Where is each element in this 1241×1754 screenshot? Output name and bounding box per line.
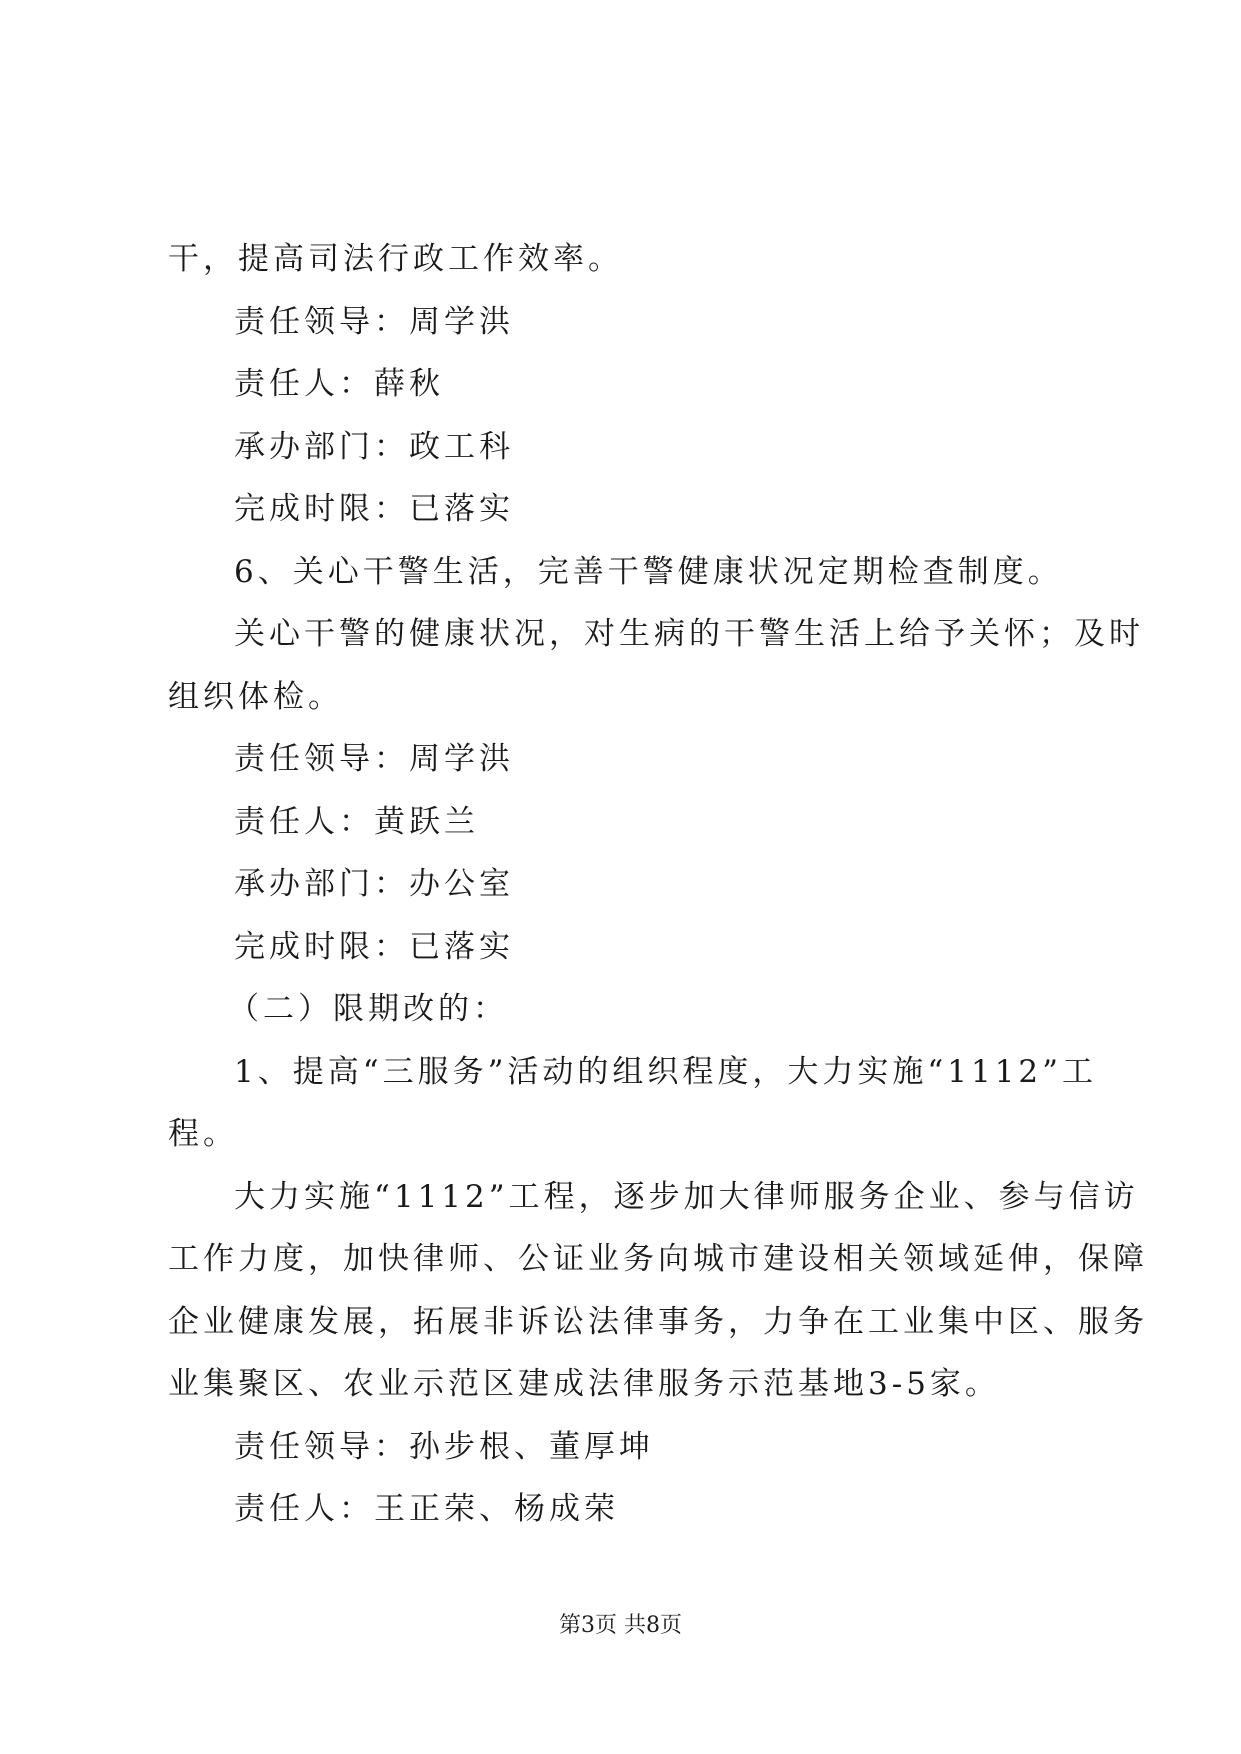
department-line: 承办部门：办公室 bbox=[234, 866, 514, 902]
paragraph-line: 工作力度，加快律师、公证业务向城市建设相关领域延伸，保障 bbox=[168, 1241, 1148, 1277]
responsible-person-line: 责任人：黄跃兰 bbox=[234, 803, 479, 840]
paragraph-line: 大力实施“1112”工程，逐步加大律师服务企业、参与信访 bbox=[234, 1178, 1139, 1215]
section-heading: （二）限期改的： bbox=[228, 991, 508, 1027]
paragraph-line: 组织体检。 bbox=[168, 678, 343, 715]
item-heading-continuation: 程。 bbox=[168, 1116, 238, 1152]
department-line: 承办部门：政工科 bbox=[234, 428, 514, 465]
paragraph-line: 业集聚区、农业示范区建成法律服务示范基地3-5家。 bbox=[168, 1366, 1000, 1402]
page-footer: 第3页 共8页 bbox=[559, 1613, 682, 1638]
responsible-leader-line: 责任领导：孙步根、董厚坤 bbox=[234, 1428, 654, 1465]
responsible-leader-line: 责任领导：周学洪 bbox=[234, 303, 514, 340]
paragraph-line: 企业健康发展，拓展非诉讼法律事务，力争在工业集中区、服务 bbox=[168, 1303, 1148, 1340]
document-body bbox=[168, 228, 1148, 1541]
deadline-line: 完成时限：已落实 bbox=[234, 491, 514, 527]
responsible-leader-line: 责任领导：周学洪 bbox=[234, 741, 514, 777]
item-heading: 6、关心干警生活，完善干警健康状况定期检查制度。 bbox=[234, 553, 1063, 590]
paragraph-line: 关心干警的健康状况，对生病的干警生活上给予关怀；及时 bbox=[234, 616, 1144, 652]
deadline-line: 完成时限：已落实 bbox=[234, 928, 514, 965]
responsible-person-line: 责任人：王正荣、杨成荣 bbox=[234, 1491, 619, 1527]
paragraph-line: 干，提高司法行政工作效率。 bbox=[168, 241, 623, 277]
item-heading: 1、提高“三服务”活动的组织程度，大力实施“1112”工 bbox=[234, 1053, 1098, 1090]
responsible-person-line: 责任人：薛秋 bbox=[234, 366, 444, 402]
